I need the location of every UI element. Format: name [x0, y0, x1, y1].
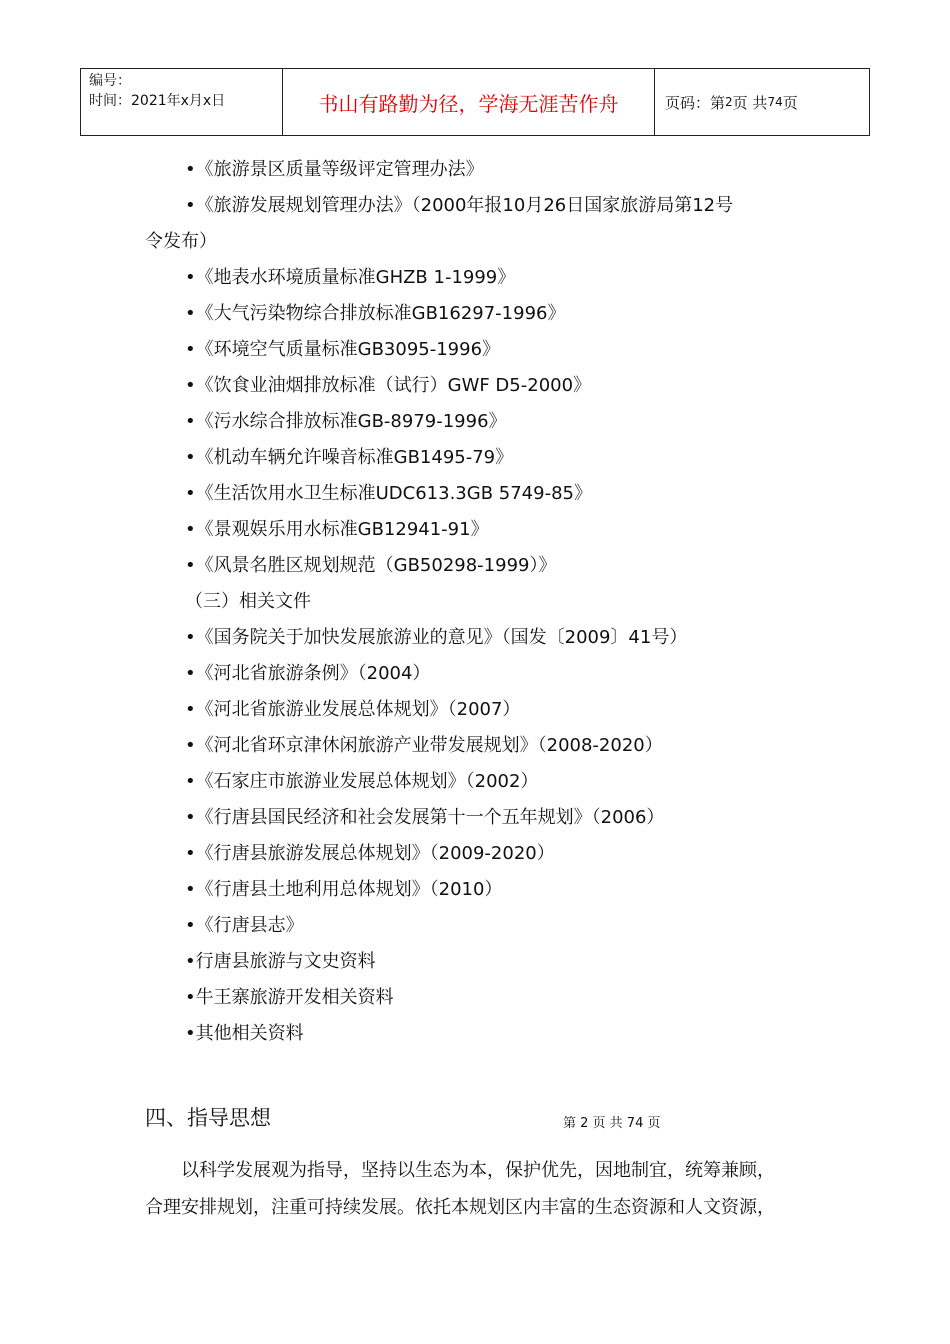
list-item: •《景观娱乐用水标准GB12941-91》 [185, 519, 489, 540]
list-item: •《饮食业油烟排放标准（试行）GWF D5-2000》 [185, 375, 592, 396]
section-heading: 四、指导思想 [145, 1106, 271, 1130]
list-item: •《旅游景区质量等级评定管理办法》 [185, 159, 484, 180]
list-item: •《国务院关于加快发展旅游业的意见》（国发〔2009〕41号） [185, 627, 688, 648]
header-page-cell [655, 69, 869, 135]
list-item: •牛王寨旅游开发相关资料 [185, 987, 394, 1008]
paragraph-line: 以科学发展观为指导，坚持以生态为本，保护优先，因地制宜，统筹兼顾， [181, 1160, 775, 1181]
list-item: •《行唐县土地利用总体规划》（2010） [185, 879, 503, 900]
motto: 书山有路勤为径，学海无涯苦作舟 [318, 91, 619, 116]
list-item: •《污水综合排放标准GB-8979-1996》 [185, 411, 507, 432]
time-label: 时间：2021年x月x日 [89, 93, 226, 109]
page-suffix: 页 [782, 93, 798, 112]
list-item: •《地表水环境质量标准GHZB 1-1999》 [185, 267, 516, 288]
page-prefix: 页码：第 [665, 93, 726, 112]
list-item: •《旅游发展规划管理办法》（2000年报10月26日国家旅游局第12号 [185, 195, 734, 216]
list-item: •《行唐县国民经济和社会发展第十一个五年规划》（2006） [185, 807, 665, 828]
list-item: •《生活饮用水卫生标准UDC613.3GB 5749-85》 [185, 483, 592, 504]
page-number: 2 [725, 95, 733, 109]
list-item: •《河北省环京津休闲旅游产业带发展规划》（2008-2020） [185, 735, 663, 756]
list-item: •《行唐县志》 [185, 915, 304, 936]
header-motto-cell [283, 69, 655, 135]
header-table [80, 68, 870, 136]
list-item: •行唐县旅游与文史资料 [185, 951, 376, 972]
document-body [145, 152, 835, 1052]
list-item: •《环境空气质量标准GB3095-1996》 [185, 339, 501, 360]
guiding-paragraph [145, 1152, 835, 1226]
subsection-heading: （三）相关文件 [185, 591, 311, 612]
list-item: •《河北省旅游条例》（2004） [185, 663, 431, 684]
header-left-cell [81, 69, 283, 135]
list-item: •《机动车辆允许噪音标准GB1495-79》 [185, 447, 514, 468]
page-mid: 页 共 [732, 93, 768, 112]
list-item: •其他相关资料 [185, 1023, 304, 1044]
list-item: •《行唐县旅游发展总体规划》（2009-2020） [185, 843, 555, 864]
list-item: •《风景名胜区规划规范（GB50298-1999）》 [185, 555, 557, 576]
number-label: 编号： [89, 73, 131, 89]
page-total: 74 [767, 95, 783, 109]
paragraph-line: 合理安排规划，注重可持续发展。依托本规划区内丰富的生态资源和人文资源， [145, 1197, 775, 1218]
page-footer-note: 第 2 页 共 74 页 [563, 1116, 661, 1131]
list-item: •《河北省旅游业发展总体规划》（2007） [185, 699, 521, 720]
list-item-continuation: 令发布） [145, 231, 217, 252]
list-item: •《大气污染物综合排放标准GB16297-1996》 [185, 303, 566, 324]
list-item: •《石家庄市旅游业发展总体规划》（2002） [185, 771, 539, 792]
